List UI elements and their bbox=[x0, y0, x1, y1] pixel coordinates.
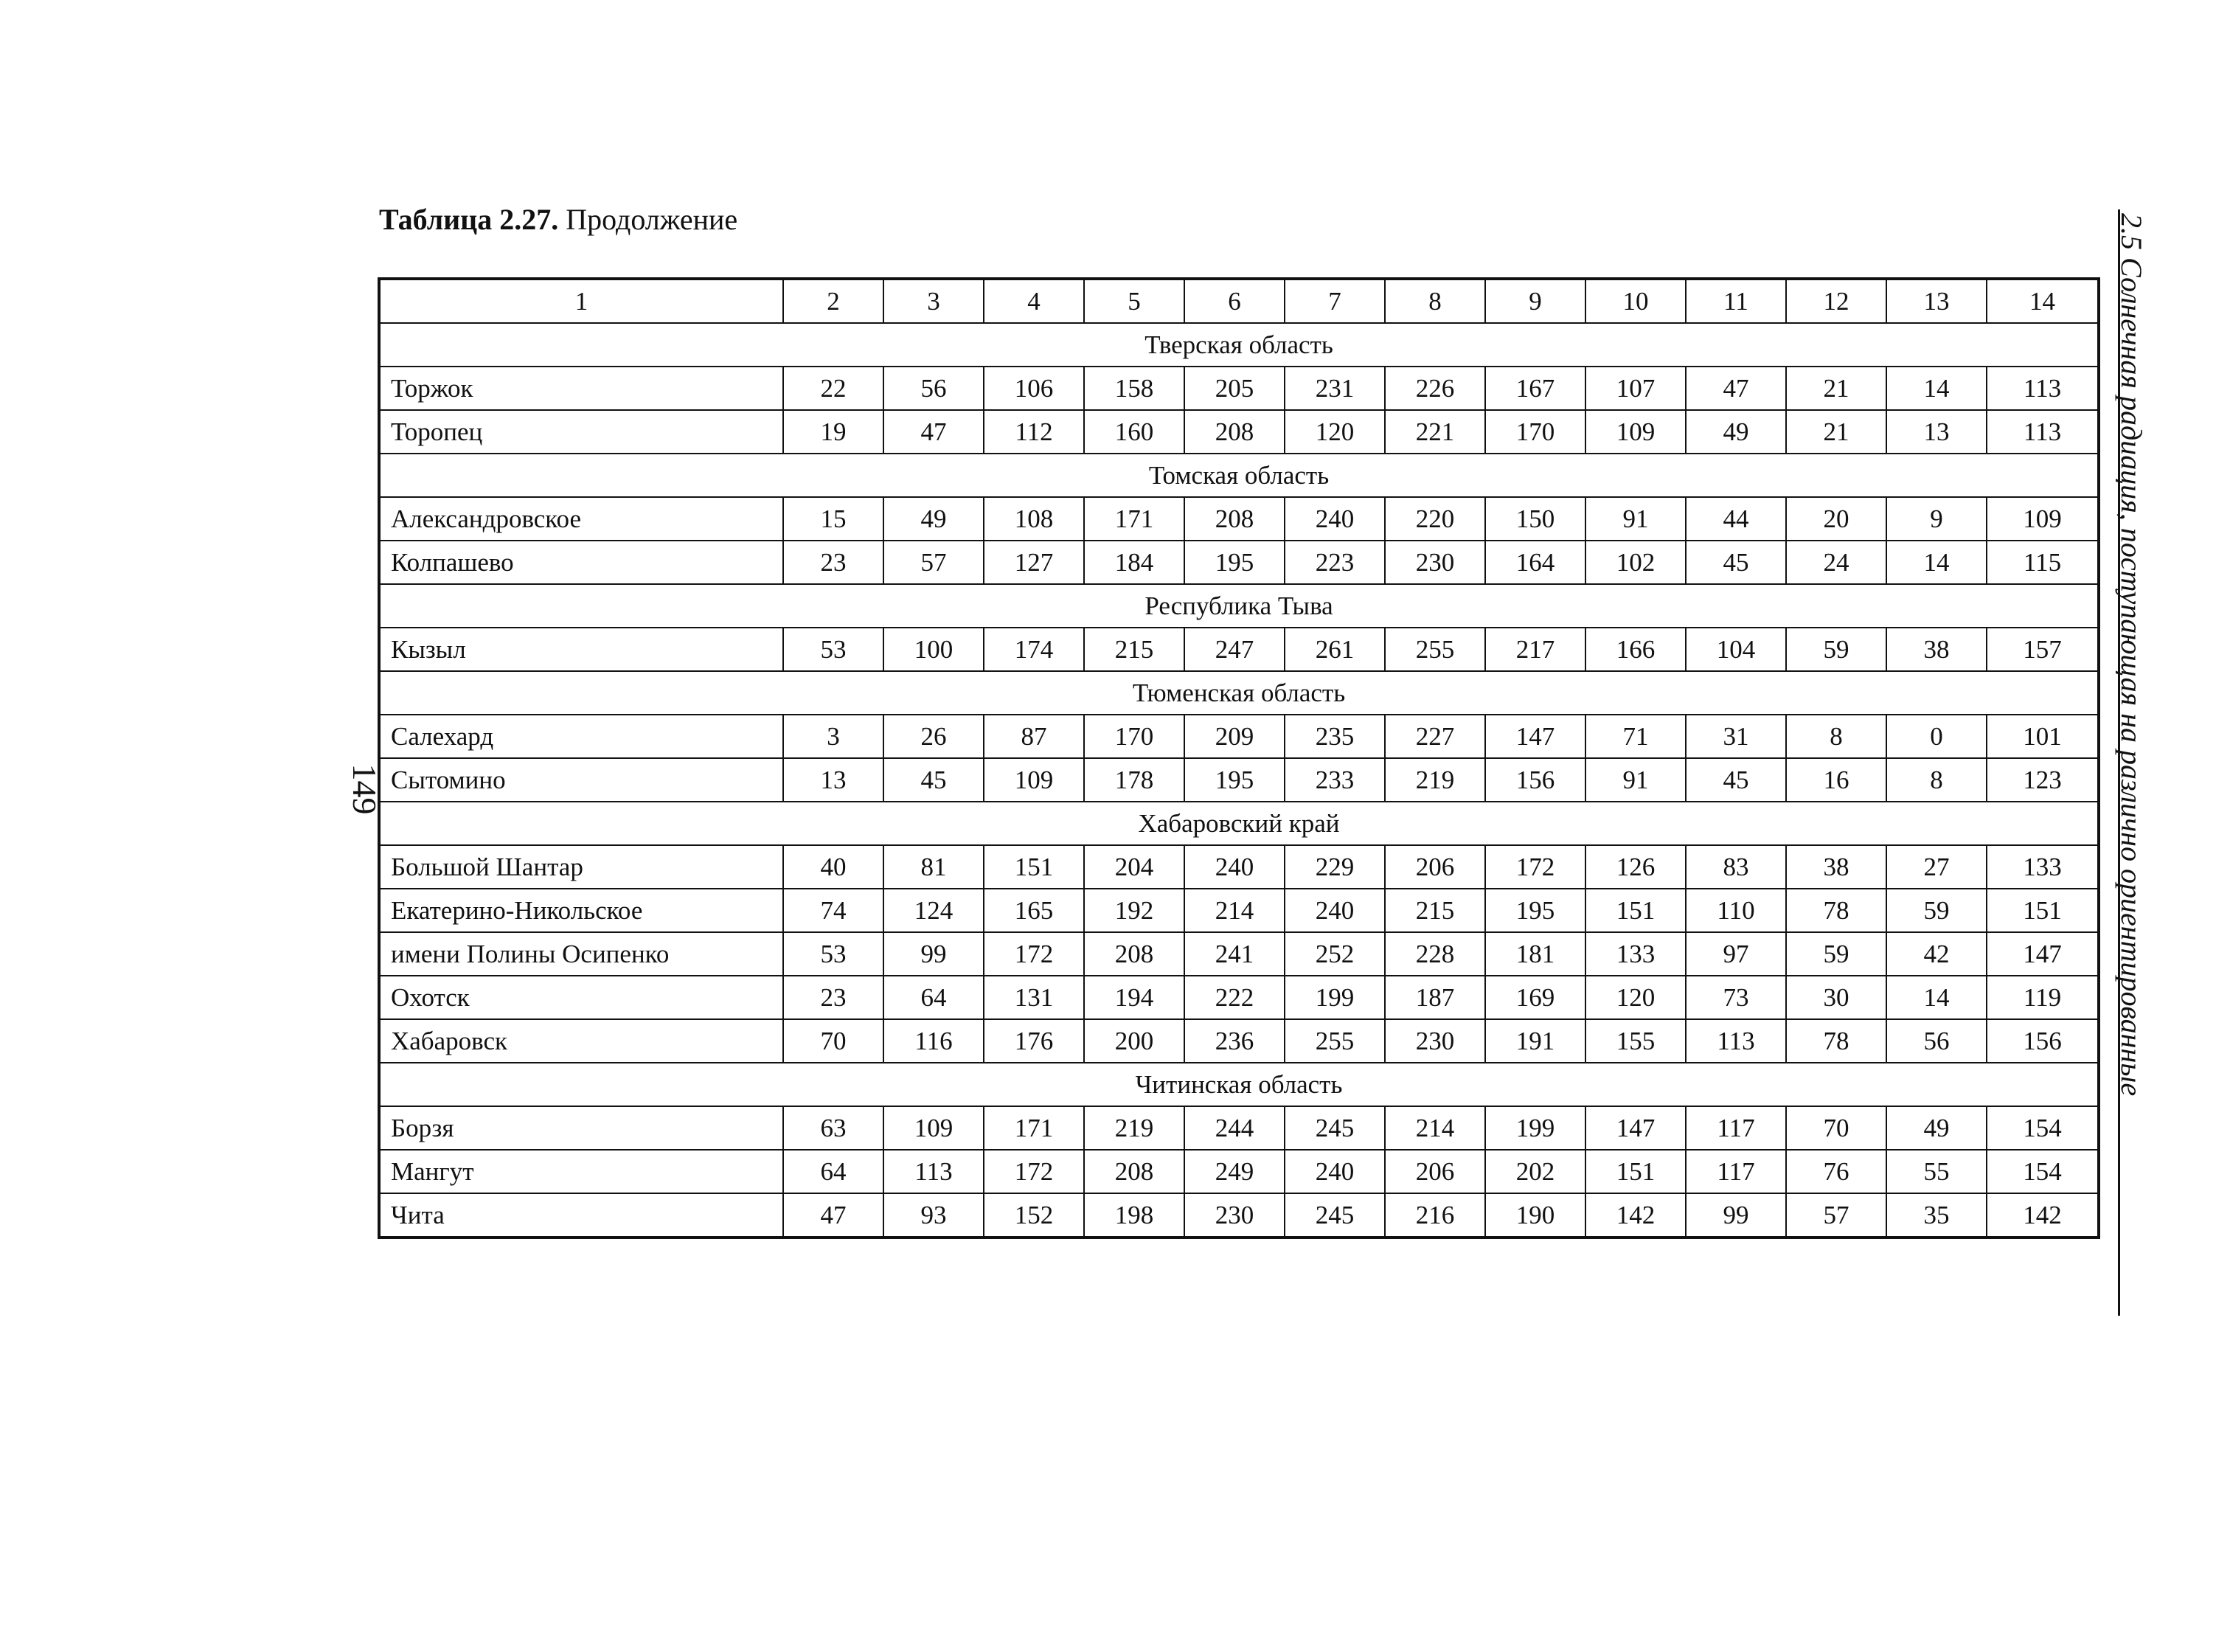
value-cell: 9 bbox=[1886, 497, 1987, 541]
header-cell: 1 bbox=[379, 279, 783, 323]
station-name: Торопец bbox=[379, 410, 783, 454]
value-cell: 49 bbox=[883, 497, 984, 541]
value-cell: 195 bbox=[1485, 889, 1585, 932]
value-cell: 63 bbox=[783, 1106, 883, 1150]
station-name: Александровское bbox=[379, 497, 783, 541]
value-cell: 47 bbox=[1686, 367, 1786, 410]
value-cell: 206 bbox=[1385, 845, 1485, 889]
table-row bbox=[379, 497, 2099, 541]
value-cell: 40 bbox=[783, 845, 883, 889]
value-cell: 176 bbox=[984, 1019, 1084, 1063]
value-cell: 204 bbox=[1084, 845, 1184, 889]
header-cell: 4 bbox=[984, 279, 1084, 323]
value-cell: 171 bbox=[984, 1106, 1084, 1150]
table-row bbox=[379, 715, 2099, 758]
value-cell: 53 bbox=[783, 628, 883, 671]
value-cell: 261 bbox=[1285, 628, 1385, 671]
value-cell: 252 bbox=[1285, 932, 1385, 976]
value-cell: 170 bbox=[1485, 410, 1585, 454]
value-cell: 231 bbox=[1285, 367, 1385, 410]
table-row bbox=[379, 845, 2099, 889]
value-cell: 102 bbox=[1585, 541, 1686, 584]
value-cell: 167 bbox=[1485, 367, 1585, 410]
running-head: 2.5 Солнечная радиация, поступающая на различно ориентированные bbox=[2115, 213, 2148, 1097]
value-cell: 217 bbox=[1485, 628, 1585, 671]
value-cell: 214 bbox=[1385, 1106, 1485, 1150]
value-cell: 49 bbox=[1686, 410, 1786, 454]
value-cell: 45 bbox=[1686, 541, 1786, 584]
value-cell: 0 bbox=[1886, 715, 1987, 758]
value-cell: 235 bbox=[1285, 715, 1385, 758]
value-cell: 202 bbox=[1485, 1150, 1585, 1193]
value-cell: 147 bbox=[1485, 715, 1585, 758]
value-cell: 38 bbox=[1886, 628, 1987, 671]
value-cell: 56 bbox=[1886, 1019, 1987, 1063]
value-cell: 97 bbox=[1686, 932, 1786, 976]
value-cell: 181 bbox=[1485, 932, 1585, 976]
value-cell: 240 bbox=[1285, 497, 1385, 541]
value-cell: 205 bbox=[1184, 367, 1285, 410]
value-cell: 133 bbox=[1585, 932, 1686, 976]
value-cell: 151 bbox=[1987, 889, 2099, 932]
header-cell: 10 bbox=[1585, 279, 1686, 323]
region-row bbox=[379, 671, 2099, 715]
region-name: Томская область bbox=[379, 454, 2099, 497]
value-cell: 99 bbox=[1686, 1193, 1786, 1238]
value-cell: 199 bbox=[1285, 976, 1385, 1019]
value-cell: 108 bbox=[984, 497, 1084, 541]
value-cell: 233 bbox=[1285, 758, 1385, 802]
table-body bbox=[379, 279, 2099, 1238]
value-cell: 109 bbox=[984, 758, 1084, 802]
value-cell: 109 bbox=[1585, 410, 1686, 454]
value-cell: 106 bbox=[984, 367, 1084, 410]
value-cell: 30 bbox=[1786, 976, 1886, 1019]
table-row bbox=[379, 410, 2099, 454]
value-cell: 155 bbox=[1585, 1019, 1686, 1063]
region-row bbox=[379, 584, 2099, 628]
value-cell: 247 bbox=[1184, 628, 1285, 671]
station-name: Кызыл bbox=[379, 628, 783, 671]
station-name: Охотск bbox=[379, 976, 783, 1019]
value-cell: 23 bbox=[783, 976, 883, 1019]
region-name: Республика Тыва bbox=[379, 584, 2099, 628]
value-cell: 255 bbox=[1285, 1019, 1385, 1063]
value-cell: 78 bbox=[1786, 1019, 1886, 1063]
value-cell: 126 bbox=[1585, 845, 1686, 889]
value-cell: 64 bbox=[783, 1150, 883, 1193]
value-cell: 229 bbox=[1285, 845, 1385, 889]
table-row bbox=[379, 1106, 2099, 1150]
value-cell: 81 bbox=[883, 845, 984, 889]
station-name: имени Полины Осипенко bbox=[379, 932, 783, 976]
value-cell: 192 bbox=[1084, 889, 1184, 932]
value-cell: 57 bbox=[883, 541, 984, 584]
value-cell: 74 bbox=[783, 889, 883, 932]
region-row bbox=[379, 1063, 2099, 1106]
value-cell: 120 bbox=[1585, 976, 1686, 1019]
value-cell: 219 bbox=[1385, 758, 1485, 802]
value-cell: 21 bbox=[1786, 410, 1886, 454]
value-cell: 87 bbox=[984, 715, 1084, 758]
value-cell: 165 bbox=[984, 889, 1084, 932]
value-cell: 208 bbox=[1084, 932, 1184, 976]
value-cell: 99 bbox=[883, 932, 984, 976]
value-cell: 200 bbox=[1084, 1019, 1184, 1063]
value-cell: 154 bbox=[1987, 1106, 2099, 1150]
value-cell: 158 bbox=[1084, 367, 1184, 410]
value-cell: 170 bbox=[1084, 715, 1184, 758]
value-cell: 56 bbox=[883, 367, 984, 410]
value-cell: 133 bbox=[1987, 845, 2099, 889]
table-row bbox=[379, 628, 2099, 671]
header-cell: 14 bbox=[1987, 279, 2099, 323]
table-caption bbox=[379, 201, 737, 239]
value-cell: 73 bbox=[1686, 976, 1786, 1019]
value-cell: 142 bbox=[1987, 1193, 2099, 1238]
value-cell: 123 bbox=[1987, 758, 2099, 802]
value-cell: 206 bbox=[1385, 1150, 1485, 1193]
table-row bbox=[379, 932, 2099, 976]
value-cell: 249 bbox=[1184, 1150, 1285, 1193]
value-cell: 55 bbox=[1886, 1150, 1987, 1193]
value-cell: 245 bbox=[1285, 1106, 1385, 1150]
table-row bbox=[379, 976, 2099, 1019]
header-cell: 7 bbox=[1285, 279, 1385, 323]
value-cell: 184 bbox=[1084, 541, 1184, 584]
value-cell: 187 bbox=[1385, 976, 1485, 1019]
value-cell: 220 bbox=[1385, 497, 1485, 541]
value-cell: 21 bbox=[1786, 367, 1886, 410]
table-row bbox=[379, 889, 2099, 932]
value-cell: 142 bbox=[1585, 1193, 1686, 1238]
value-cell: 209 bbox=[1184, 715, 1285, 758]
header-cell: 13 bbox=[1886, 279, 1987, 323]
value-cell: 45 bbox=[883, 758, 984, 802]
value-cell: 151 bbox=[1585, 889, 1686, 932]
value-cell: 83 bbox=[1686, 845, 1786, 889]
value-cell: 195 bbox=[1184, 758, 1285, 802]
region-row bbox=[379, 802, 2099, 845]
value-cell: 172 bbox=[984, 932, 1084, 976]
value-cell: 154 bbox=[1987, 1150, 2099, 1193]
value-cell: 152 bbox=[984, 1193, 1084, 1238]
value-cell: 169 bbox=[1485, 976, 1585, 1019]
value-cell: 57 bbox=[1786, 1193, 1886, 1238]
station-name: Хабаровск bbox=[379, 1019, 783, 1063]
value-cell: 19 bbox=[783, 410, 883, 454]
value-cell: 47 bbox=[783, 1193, 883, 1238]
station-name: Екатерино-Никольское bbox=[379, 889, 783, 932]
table-row bbox=[379, 1150, 2099, 1193]
value-cell: 230 bbox=[1184, 1193, 1285, 1238]
value-cell: 147 bbox=[1987, 932, 2099, 976]
value-cell: 127 bbox=[984, 541, 1084, 584]
value-cell: 119 bbox=[1987, 976, 2099, 1019]
value-cell: 26 bbox=[883, 715, 984, 758]
value-cell: 64 bbox=[883, 976, 984, 1019]
value-cell: 171 bbox=[1084, 497, 1184, 541]
page-number: 149 bbox=[346, 763, 383, 815]
value-cell: 8 bbox=[1886, 758, 1987, 802]
value-cell: 240 bbox=[1285, 889, 1385, 932]
value-cell: 44 bbox=[1686, 497, 1786, 541]
value-cell: 27 bbox=[1886, 845, 1987, 889]
value-cell: 16 bbox=[1786, 758, 1886, 802]
value-cell: 219 bbox=[1084, 1106, 1184, 1150]
value-cell: 174 bbox=[984, 628, 1084, 671]
value-cell: 3 bbox=[783, 715, 883, 758]
value-cell: 109 bbox=[883, 1106, 984, 1150]
value-cell: 14 bbox=[1886, 976, 1987, 1019]
region-name: Тверская область bbox=[379, 323, 2099, 367]
value-cell: 117 bbox=[1686, 1150, 1786, 1193]
value-cell: 240 bbox=[1184, 845, 1285, 889]
value-cell: 190 bbox=[1485, 1193, 1585, 1238]
value-cell: 166 bbox=[1585, 628, 1686, 671]
value-cell: 113 bbox=[883, 1150, 984, 1193]
value-cell: 20 bbox=[1786, 497, 1886, 541]
value-cell: 101 bbox=[1987, 715, 2099, 758]
region-name: Хабаровский край bbox=[379, 802, 2099, 845]
value-cell: 14 bbox=[1886, 541, 1987, 584]
header-cell: 5 bbox=[1084, 279, 1184, 323]
value-cell: 244 bbox=[1184, 1106, 1285, 1150]
value-cell: 245 bbox=[1285, 1193, 1385, 1238]
value-cell: 100 bbox=[883, 628, 984, 671]
value-cell: 172 bbox=[984, 1150, 1084, 1193]
value-cell: 208 bbox=[1084, 1150, 1184, 1193]
value-cell: 236 bbox=[1184, 1019, 1285, 1063]
table-row bbox=[379, 1019, 2099, 1063]
value-cell: 93 bbox=[883, 1193, 984, 1238]
value-cell: 31 bbox=[1686, 715, 1786, 758]
value-cell: 150 bbox=[1485, 497, 1585, 541]
value-cell: 35 bbox=[1886, 1193, 1987, 1238]
value-cell: 195 bbox=[1184, 541, 1285, 584]
station-name: Сытомино bbox=[379, 758, 783, 802]
value-cell: 164 bbox=[1485, 541, 1585, 584]
value-cell: 116 bbox=[883, 1019, 984, 1063]
value-cell: 53 bbox=[783, 932, 883, 976]
value-cell: 104 bbox=[1686, 628, 1786, 671]
station-name: Салехард bbox=[379, 715, 783, 758]
value-cell: 113 bbox=[1987, 410, 2099, 454]
value-cell: 22 bbox=[783, 367, 883, 410]
value-cell: 59 bbox=[1786, 628, 1886, 671]
value-cell: 226 bbox=[1385, 367, 1485, 410]
value-cell: 91 bbox=[1585, 758, 1686, 802]
value-cell: 76 bbox=[1786, 1150, 1886, 1193]
value-cell: 24 bbox=[1786, 541, 1886, 584]
header-cell: 9 bbox=[1485, 279, 1585, 323]
value-cell: 222 bbox=[1184, 976, 1285, 1019]
region-row bbox=[379, 454, 2099, 497]
value-cell: 215 bbox=[1385, 889, 1485, 932]
value-cell: 70 bbox=[1786, 1106, 1886, 1150]
station-name: Мангут bbox=[379, 1150, 783, 1193]
value-cell: 113 bbox=[1686, 1019, 1786, 1063]
value-cell: 15 bbox=[783, 497, 883, 541]
region-name: Тюменская область bbox=[379, 671, 2099, 715]
value-cell: 230 bbox=[1385, 541, 1485, 584]
value-cell: 13 bbox=[1886, 410, 1987, 454]
header-cell: 2 bbox=[783, 279, 883, 323]
value-cell: 47 bbox=[883, 410, 984, 454]
value-cell: 227 bbox=[1385, 715, 1485, 758]
value-cell: 151 bbox=[1585, 1150, 1686, 1193]
value-cell: 230 bbox=[1385, 1019, 1485, 1063]
value-cell: 208 bbox=[1184, 410, 1285, 454]
value-cell: 115 bbox=[1987, 541, 2099, 584]
solar-radiation-table bbox=[378, 277, 2100, 1239]
value-cell: 160 bbox=[1084, 410, 1184, 454]
table-caption-text: Продолжение bbox=[558, 203, 738, 236]
station-name: Чита bbox=[379, 1193, 783, 1238]
header-row bbox=[379, 279, 2099, 323]
header-cell: 12 bbox=[1786, 279, 1886, 323]
value-cell: 178 bbox=[1084, 758, 1184, 802]
value-cell: 240 bbox=[1285, 1150, 1385, 1193]
value-cell: 45 bbox=[1686, 758, 1786, 802]
value-cell: 59 bbox=[1786, 932, 1886, 976]
region-name: Читинская область bbox=[379, 1063, 2099, 1106]
station-name: Торжок bbox=[379, 367, 783, 410]
value-cell: 42 bbox=[1886, 932, 1987, 976]
value-cell: 14 bbox=[1886, 367, 1987, 410]
value-cell: 151 bbox=[984, 845, 1084, 889]
header-cell: 6 bbox=[1184, 279, 1285, 323]
value-cell: 8 bbox=[1786, 715, 1886, 758]
value-cell: 228 bbox=[1385, 932, 1485, 976]
value-cell: 124 bbox=[883, 889, 984, 932]
value-cell: 38 bbox=[1786, 845, 1886, 889]
value-cell: 198 bbox=[1084, 1193, 1184, 1238]
value-cell: 107 bbox=[1585, 367, 1686, 410]
value-cell: 172 bbox=[1485, 845, 1585, 889]
header-cell: 8 bbox=[1385, 279, 1485, 323]
value-cell: 223 bbox=[1285, 541, 1385, 584]
value-cell: 156 bbox=[1485, 758, 1585, 802]
table-row bbox=[379, 367, 2099, 410]
value-cell: 78 bbox=[1786, 889, 1886, 932]
header-cell: 11 bbox=[1686, 279, 1786, 323]
value-cell: 147 bbox=[1585, 1106, 1686, 1150]
value-cell: 59 bbox=[1886, 889, 1987, 932]
value-cell: 23 bbox=[783, 541, 883, 584]
table-caption-label: Таблица 2.27. bbox=[379, 203, 559, 236]
station-name: Борзя bbox=[379, 1106, 783, 1150]
value-cell: 241 bbox=[1184, 932, 1285, 976]
header-cell: 3 bbox=[883, 279, 984, 323]
value-cell: 131 bbox=[984, 976, 1084, 1019]
value-cell: 255 bbox=[1385, 628, 1485, 671]
station-name: Колпашево bbox=[379, 541, 783, 584]
value-cell: 109 bbox=[1987, 497, 2099, 541]
value-cell: 216 bbox=[1385, 1193, 1485, 1238]
value-cell: 221 bbox=[1385, 410, 1485, 454]
table-row bbox=[379, 1193, 2099, 1238]
value-cell: 49 bbox=[1886, 1106, 1987, 1150]
value-cell: 194 bbox=[1084, 976, 1184, 1019]
value-cell: 13 bbox=[783, 758, 883, 802]
region-row bbox=[379, 323, 2099, 367]
value-cell: 214 bbox=[1184, 889, 1285, 932]
value-cell: 120 bbox=[1285, 410, 1385, 454]
value-cell: 70 bbox=[783, 1019, 883, 1063]
value-cell: 91 bbox=[1585, 497, 1686, 541]
value-cell: 157 bbox=[1987, 628, 2099, 671]
station-name: Большой Шантар bbox=[379, 845, 783, 889]
value-cell: 156 bbox=[1987, 1019, 2099, 1063]
value-cell: 112 bbox=[984, 410, 1084, 454]
value-cell: 199 bbox=[1485, 1106, 1585, 1150]
value-cell: 113 bbox=[1987, 367, 2099, 410]
value-cell: 71 bbox=[1585, 715, 1686, 758]
value-cell: 117 bbox=[1686, 1106, 1786, 1150]
value-cell: 191 bbox=[1485, 1019, 1585, 1063]
value-cell: 215 bbox=[1084, 628, 1184, 671]
value-cell: 110 bbox=[1686, 889, 1786, 932]
table-row bbox=[379, 758, 2099, 802]
table-row bbox=[379, 541, 2099, 584]
value-cell: 208 bbox=[1184, 497, 1285, 541]
